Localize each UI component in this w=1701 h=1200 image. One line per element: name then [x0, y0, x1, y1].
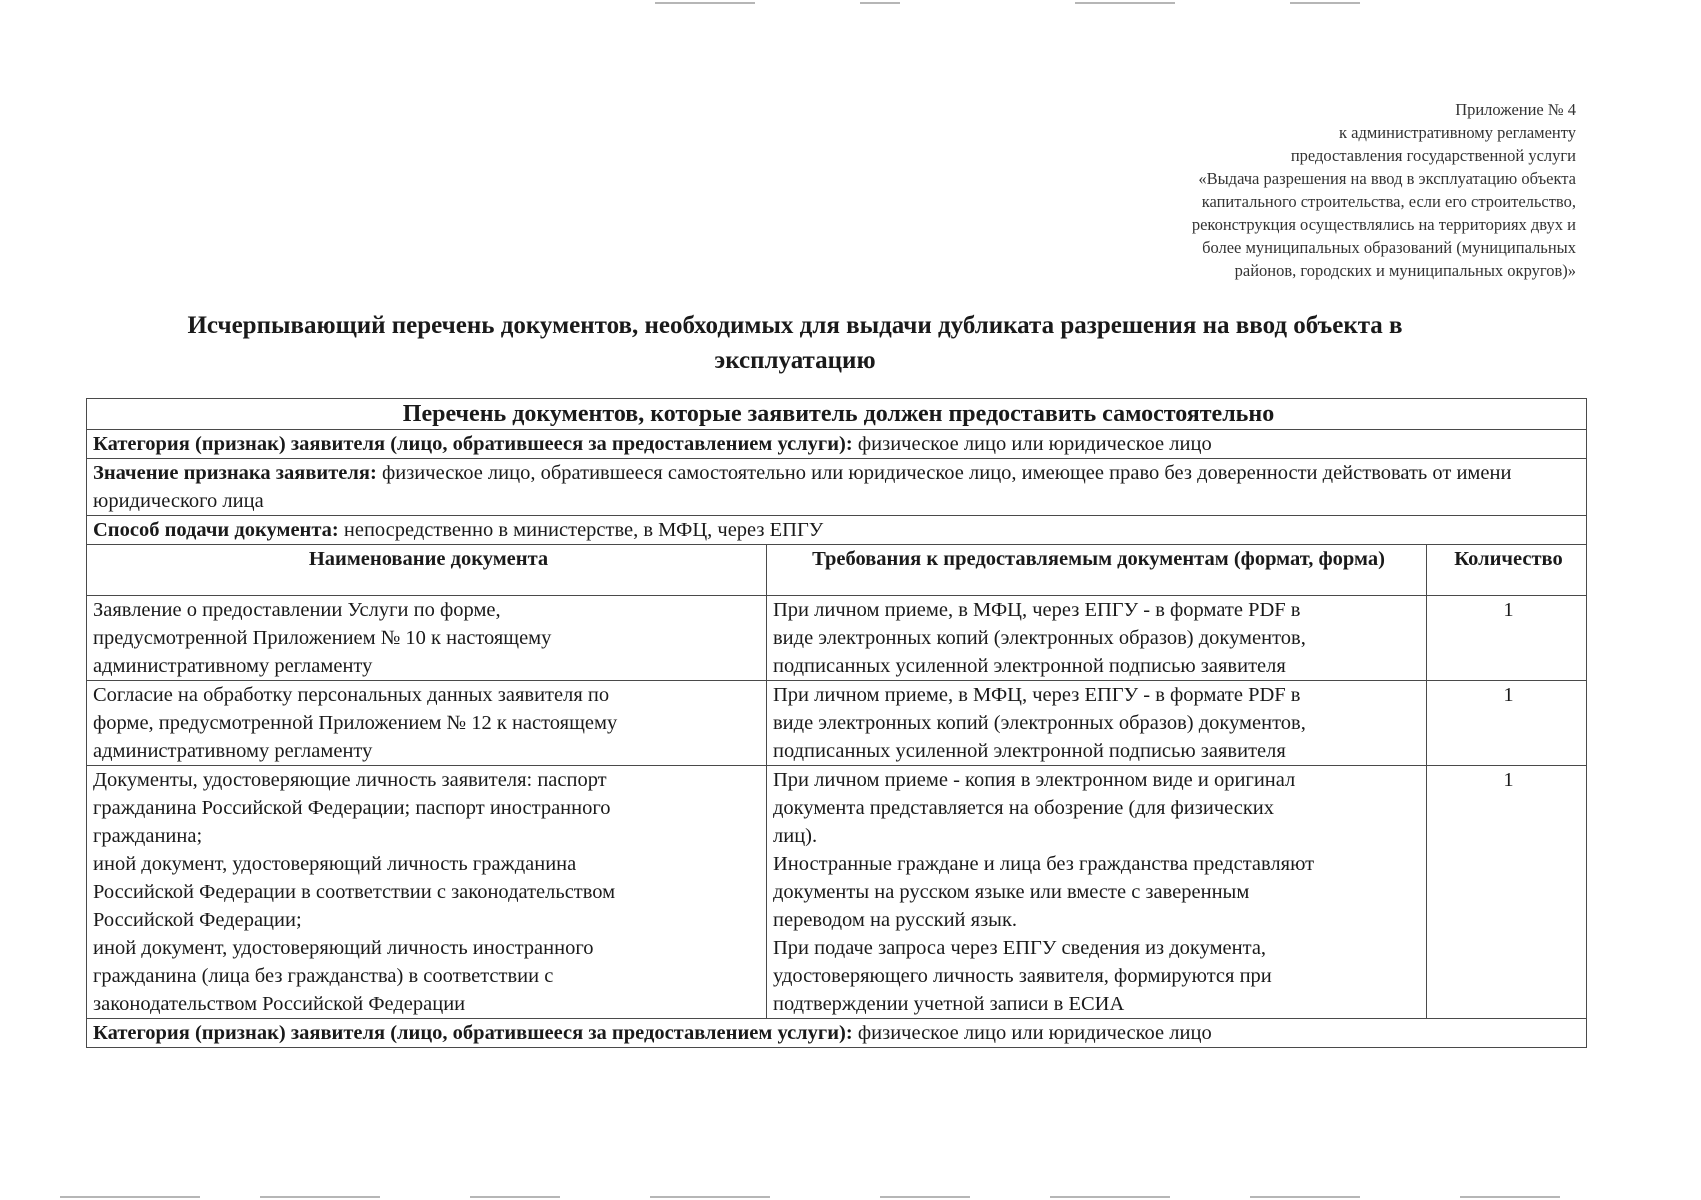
cell-line: При личном приеме - копия в электронном виде и оригинал [773, 769, 1296, 791]
appendix-line: районов, городских и муниципальных округов)» [1234, 261, 1576, 280]
cell-line: Иностранные граждане и лица без гражданства представляют [773, 853, 1315, 875]
cell-line: удостоверяющего личность заявителя, формируются при [773, 965, 1272, 987]
cell-line: При подаче запроса через ЕПГУ сведения из документа, [773, 937, 1267, 959]
quantity-cell: 1 [1427, 681, 1587, 766]
cell-line: подписанных усиленной электронной подписью заявителя [773, 740, 1286, 762]
appendix-line: капитального строительства, если его строительство, [1201, 192, 1576, 211]
cell-line: гражданина (лица без гражданства) в соответствии с [93, 965, 554, 987]
scan-artifact-line [1460, 1196, 1560, 1198]
section-heading: Перечень документов, которые заявитель должен предоставить самостоятельно [87, 399, 1587, 430]
document-title [90, 308, 1500, 378]
appendix-line: реконструкция осуществлялись на территориях двух и [1191, 215, 1576, 234]
document-name-cell [87, 766, 767, 1019]
cell-line: лиц). [773, 825, 818, 847]
category-value: физическое лицо или юридическое лицо [852, 433, 1212, 455]
column-header-name: Наименование документа [87, 545, 767, 596]
scan-artifact-line [650, 1196, 770, 1198]
cell-line: Согласие на обработку персональных данных заявителя по [93, 684, 610, 706]
appendix-header [956, 98, 1576, 282]
cell-line: При личном приеме, в МФЦ, через ЕПГУ - в формате PDF в [773, 684, 1301, 706]
cell-line: виде электронных копий (электронных образов) документов, [773, 627, 1306, 649]
scan-artifact-line [880, 1196, 970, 1198]
scan-artifact-line [1250, 1196, 1360, 1198]
cell-line: виде электронных копий (электронных образов) документов, [773, 712, 1306, 734]
table-row [87, 766, 1587, 1019]
cell-line: предусмотренной Приложением № 10 к настоящему [93, 627, 552, 649]
appendix-line: Приложение № 4 [1455, 100, 1576, 119]
document-title-line2: эксплуатацию [714, 347, 876, 374]
requirements-cell [767, 766, 1427, 1019]
category-row [87, 430, 1587, 459]
table-row [87, 681, 1587, 766]
document-name-cell [87, 681, 767, 766]
cell-line: гражданина Российской Федерации; паспорт иностранного [93, 797, 611, 819]
requirements-cell [767, 681, 1427, 766]
quantity-cell: 1 [1427, 596, 1587, 681]
appendix-line: к административному регламенту [1339, 123, 1576, 142]
applicant-value-row [87, 459, 1587, 516]
footer-category-label: Категория (признак) заявителя (лицо, обратившееся за предоставлением услуги): [93, 1022, 853, 1044]
scan-artifact-line [260, 1196, 380, 1198]
cell-line: форме, предусмотренной Приложением № 12 к настоящему [93, 712, 618, 734]
appendix-line: «Выдача разрешения на ввод в эксплуатацию объекта [1198, 169, 1576, 188]
cell-line: административному регламенту [93, 740, 373, 762]
document-name-cell [87, 596, 767, 681]
cell-line: документа представляется на обозрение (для физических [773, 797, 1275, 819]
appendix-line: более муниципальных образований (муниципальных [1202, 238, 1576, 257]
scan-artifact-line [1290, 2, 1360, 4]
scan-artifact-line [1075, 2, 1175, 4]
scan-artifact-line [1050, 1196, 1170, 1198]
cell-line: иной документ, удостоверяющий личность гражданина [93, 853, 577, 875]
column-header-quantity: Количество [1427, 545, 1587, 596]
document-title-line1: Исчерпывающий перечень документов, необходимых для выдачи дубликата разрешения на ввод объекта в [187, 312, 1403, 339]
table-row [87, 596, 1587, 681]
cell-line: Документы, удостоверяющие личность заявителя: паспорт [93, 769, 607, 791]
cell-line: подписанных усиленной электронной подписью заявителя [773, 655, 1286, 677]
cell-line: подтверждении учетной записи в ЕСИА [773, 993, 1125, 1015]
scan-artifact-line [60, 1196, 200, 1198]
footer-category-value: физическое лицо или юридическое лицо [852, 1022, 1212, 1044]
submission-method-value: непосредственно в министерстве, в МФЦ, через ЕПГУ [338, 519, 824, 541]
applicant-value-label: Значение признака заявителя: [93, 462, 377, 484]
appendix-line: предоставления государственной услуги [1290, 146, 1576, 165]
cell-line: законодательством Российской Федерации [93, 993, 466, 1015]
quantity-cell: 1 [1427, 766, 1587, 1019]
cell-line: При личном приеме, в МФЦ, через ЕПГУ - в формате PDF в [773, 599, 1301, 621]
cell-line: Российской Федерации; [93, 909, 302, 931]
cell-line: Заявление о предоставлении Услуги по форме, [93, 599, 501, 621]
column-header-requirements: Требования к предоставляемым документам (формат, форма) [767, 545, 1427, 596]
footer-category-row [87, 1019, 1587, 1048]
submission-method-label: Способ подачи документа: [93, 519, 339, 541]
cell-line: документы на русском языке или вместе с заверенным [773, 881, 1250, 903]
cell-line: переводом на русский язык. [773, 909, 1018, 931]
cell-line: административному регламенту [93, 655, 373, 677]
requirements-cell [767, 596, 1427, 681]
scan-artifact-line [470, 1196, 560, 1198]
applicant-value-text: физическое лицо, обратившееся самостоятельно или юридическое лицо, имеющее право без доверенности действовать от имени юридического лица [93, 462, 1512, 512]
cell-line: иной документ, удостоверяющий личность иностранного [93, 937, 594, 959]
documents-table [86, 398, 1587, 1048]
cell-line: гражданина; [93, 825, 203, 847]
submission-method-row [87, 516, 1587, 545]
scan-artifact-line [655, 2, 755, 4]
cell-line: Российской Федерации в соответствии с законодательством [93, 881, 616, 903]
scan-artifact-line [860, 2, 900, 4]
category-label: Категория (признак) заявителя (лицо, обратившееся за предоставлением услуги): [93, 433, 853, 455]
